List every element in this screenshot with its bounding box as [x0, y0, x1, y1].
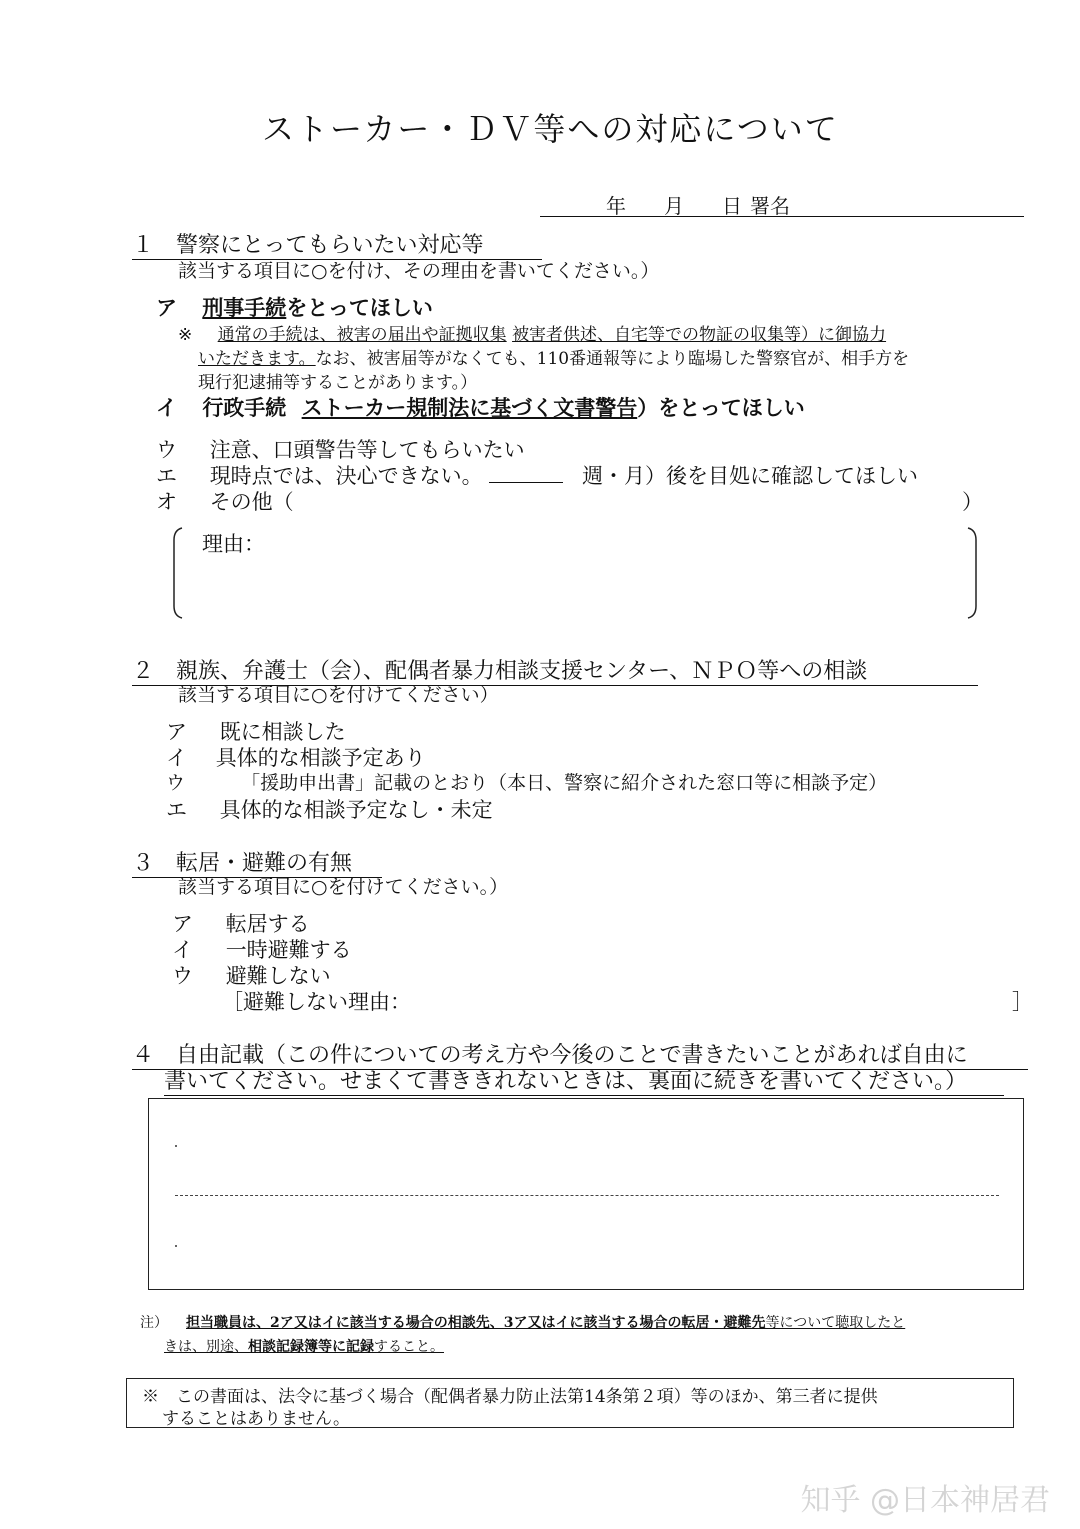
option-1b-suffix: ）をとってほしい: [637, 395, 805, 420]
year-label: 年: [606, 194, 626, 218]
option-label: ウ: [166, 772, 186, 794]
option-1e-text: その他（: [209, 490, 294, 514]
note-text: いただきます。: [198, 349, 316, 369]
option-1d-suffix: 週・月）後を目処に確認してほしい: [582, 464, 919, 488]
privacy-notice-line-1: ※ この書面は、法令に基づく場合（配偶者暴力防止法第14条第２項）等のほか、第三者に提供: [142, 1387, 878, 1407]
option-2d[interactable]: [166, 794, 493, 824]
reason-close-bracket: ］: [1012, 990, 1033, 1014]
note-text: 通常の手続は、被害の届出や証拠収集: [217, 325, 507, 345]
note-text: なお、被害届等がなくても、110番通報等により臨場した警察官が、相手方を: [315, 349, 910, 369]
other-close-paren: ）: [962, 490, 983, 514]
option-text: 既に相談した: [219, 720, 346, 744]
staff-note-mark: 注）: [140, 1315, 168, 1331]
note-mark: ※: [178, 325, 193, 345]
option-label: オ: [156, 490, 177, 514]
weeks-blank[interactable]: [489, 464, 563, 483]
note-line-1: [178, 320, 886, 345]
option-1e[interactable]: [156, 486, 294, 516]
option-text: 具体的な相談予定なし・未定: [219, 798, 493, 822]
option-text: 一時避難する: [225, 938, 352, 962]
ruling-mark: [175, 1145, 177, 1147]
option-label: ウ: [172, 964, 193, 988]
day-label: 日: [722, 194, 742, 218]
privacy-notice-line-2: することはありません。: [162, 1409, 351, 1429]
option-1a-suffix: をとってほしい: [286, 295, 433, 320]
option-text: 転居する: [225, 912, 310, 936]
dashed-ruling-line: [175, 1195, 999, 1196]
ruling-mark: [175, 1245, 177, 1247]
section-3-heading: ３ 転居・避難の有無: [132, 846, 382, 878]
option-1b-paren: ストーカー規制法に基づく文書警告: [301, 395, 638, 420]
staff-note-bold: 担当職員は、2ア又はイに該当する場合の相談先、3ア又はイに該当する場合の転居・避難先: [186, 1315, 766, 1331]
watermark: 知乎 @日本神居君: [800, 1483, 1050, 1518]
option-1c-text: 注意、口頭警告等してもらいたい: [209, 438, 525, 462]
signature-label: 署名: [750, 194, 790, 218]
option-text: 具体的な相談予定あり: [215, 746, 426, 770]
staff-note-text: きは、別途、: [164, 1339, 248, 1355]
option-label: イ: [172, 938, 193, 962]
staff-note-bold: 相談記録簿等に記録: [248, 1339, 374, 1355]
option-text: 「援助申出書」記載のとおり（本日、警察に紹介された窓口等に相談予定）: [241, 772, 888, 794]
no-evacuation-reason-label: ［避難しない理由：: [222, 990, 411, 1014]
free-text-box[interactable]: [148, 1098, 1024, 1290]
option-label: ア: [156, 295, 177, 320]
staff-note-text: 等について聴取したと: [765, 1315, 906, 1331]
option-label: ア: [166, 720, 187, 744]
page-title: ストーカー・ＤＶ等への対応について: [262, 110, 839, 148]
option-label: イ: [156, 395, 177, 420]
section-3-instruction: 該当する項目に○を付けてください。）: [178, 876, 509, 898]
section-1-instruction: 該当する項目に○を付け、その理由を書いてください。）: [178, 260, 660, 282]
section-1-heading: １ 警察にとってもらいたい対応等: [132, 228, 542, 260]
option-1d-text: 現時点では、決心できない。: [209, 464, 483, 488]
section-4-heading-line-2: 書いてください。せまくて書ききれないときは、裏面に続きを書いてください。）: [164, 1064, 1004, 1096]
note-line-3: 現行犯逮捕等することがあります。）: [198, 373, 478, 393]
section-2-instruction: 該当する項目に○を付けてください）: [178, 684, 499, 706]
option-1b-text: 行政手続: [202, 395, 287, 420]
section-4-heading-line-1: ４ 自由記載（この件についての考え方や今後のことで書きたいことがあれば自由に: [132, 1038, 1028, 1070]
option-label: イ: [166, 746, 187, 770]
option-2c[interactable]: [166, 768, 887, 795]
reason-field[interactable]: [280, 530, 960, 614]
option-label: ウ: [156, 438, 177, 462]
note-line-2: [198, 344, 909, 369]
section-2-heading: ２ 親族、弁護士（会）、配偶者暴力相談支援センター、ＮＰＯ等への相談: [132, 654, 978, 686]
staff-note-line-1: [186, 1312, 905, 1332]
option-label: エ: [166, 798, 187, 822]
option-1b[interactable]: [156, 392, 805, 422]
option-text: 避難しない: [225, 964, 331, 988]
option-label: ア: [172, 912, 193, 936]
option-label: エ: [156, 464, 177, 488]
reason-label: 理由：: [202, 532, 265, 556]
month-label: 月: [664, 194, 684, 218]
no-evacuation-reason-field[interactable]: [440, 986, 1000, 1012]
note-text: 被害者供述、自宅等での物証の収集等）に御協力: [512, 325, 887, 345]
option-1a-text: 刑事手続: [202, 295, 287, 320]
staff-note-text: すること。: [374, 1339, 444, 1355]
option-1a[interactable]: [156, 292, 433, 322]
staff-note-line-2: [164, 1336, 444, 1356]
date-signature-line[interactable]: [540, 190, 1024, 217]
